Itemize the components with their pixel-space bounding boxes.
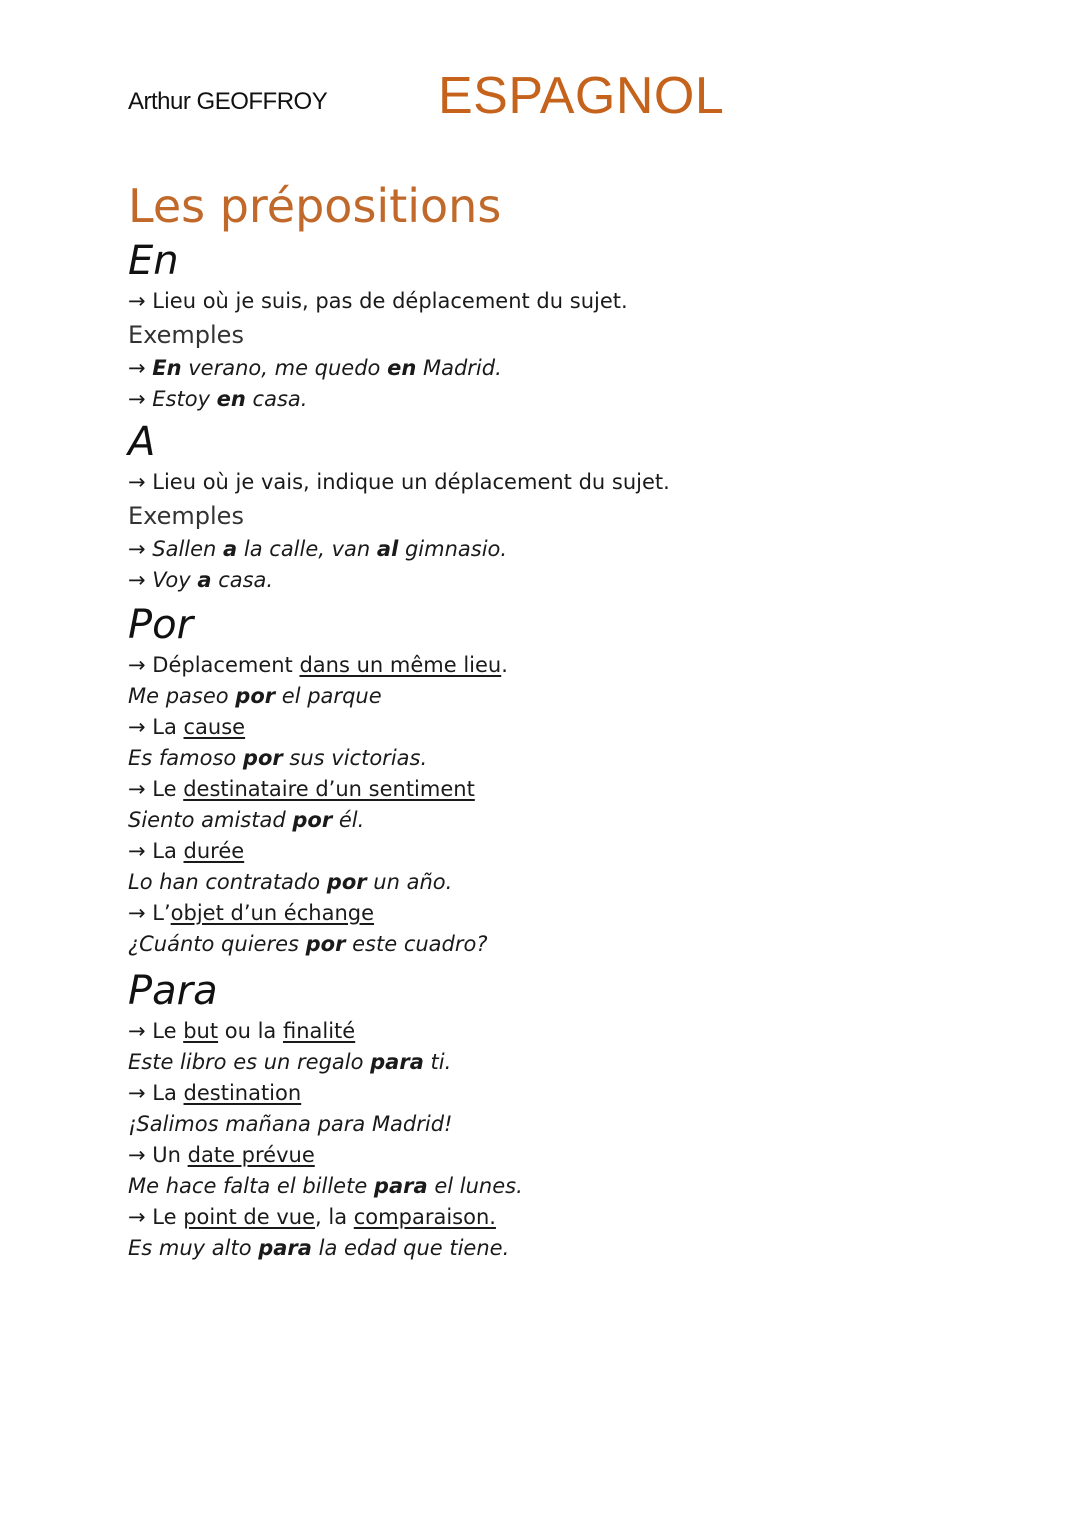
para-usage-1: → Le but ou la finalité — [128, 1019, 356, 1043]
para-usage-4: → Le point de vue, la comparaison. — [128, 1205, 496, 1229]
en-example-2: → Estoy en casa. — [128, 387, 308, 411]
en-example-1: → En verano, me quedo en Madrid. — [128, 356, 502, 380]
por-example-2: Es famoso por sus victorias. — [128, 746, 428, 770]
para-usage-2: → La destination — [128, 1081, 302, 1105]
por-usage-4: → La durée — [128, 839, 245, 863]
en-examples-label: Exemples — [128, 321, 244, 349]
author-name: Arthur GEOFFROY — [128, 88, 328, 115]
a-example-2: → Voy a casa. — [128, 568, 274, 592]
por-usage-5: → L’objet d’un échange — [128, 901, 375, 925]
para-example-4: Es muy alto para la edad que tiene. — [128, 1236, 510, 1260]
subject-title: ESPAGNOL — [438, 67, 725, 125]
por-example-1: Me paseo por el parque — [128, 684, 382, 708]
heading-para: Para — [128, 968, 218, 1014]
por-usage-3: → Le destinataire d’un sentiment — [128, 777, 475, 801]
en-definition: → Lieu où je suis, pas de déplacement du sujet. — [128, 289, 628, 313]
para-example-3: Me hace falta el billete para el lunes. — [128, 1174, 523, 1198]
para-example-2: ¡Salimos mañana para Madrid! — [128, 1112, 453, 1136]
heading-a: A — [128, 419, 156, 465]
por-example-4: Lo han contratado por un año. — [128, 870, 453, 894]
por-example-5: ¿Cuánto quieres por este cuadro? — [128, 932, 488, 956]
para-usage-3: → Un date prévue — [128, 1143, 315, 1167]
para-example-1: Este libro es un regalo para ti. — [128, 1050, 452, 1074]
heading-en: En — [128, 238, 179, 284]
content — [128, 178, 1028, 1264]
a-examples-label: Exemples — [128, 502, 244, 530]
por-usage-1: → Déplacement dans un même lieu. — [128, 653, 508, 677]
por-usage-2: → La cause — [128, 715, 246, 739]
a-definition: → Lieu où je vais, indique un déplacement du sujet. — [128, 470, 670, 494]
a-example-1: → Sallen a la calle, van al gimnasio. — [128, 537, 508, 561]
heading-por: Por — [128, 602, 194, 648]
por-example-3: Siento amistad por él. — [128, 808, 365, 832]
page-title: Les prépositions — [128, 179, 502, 233]
